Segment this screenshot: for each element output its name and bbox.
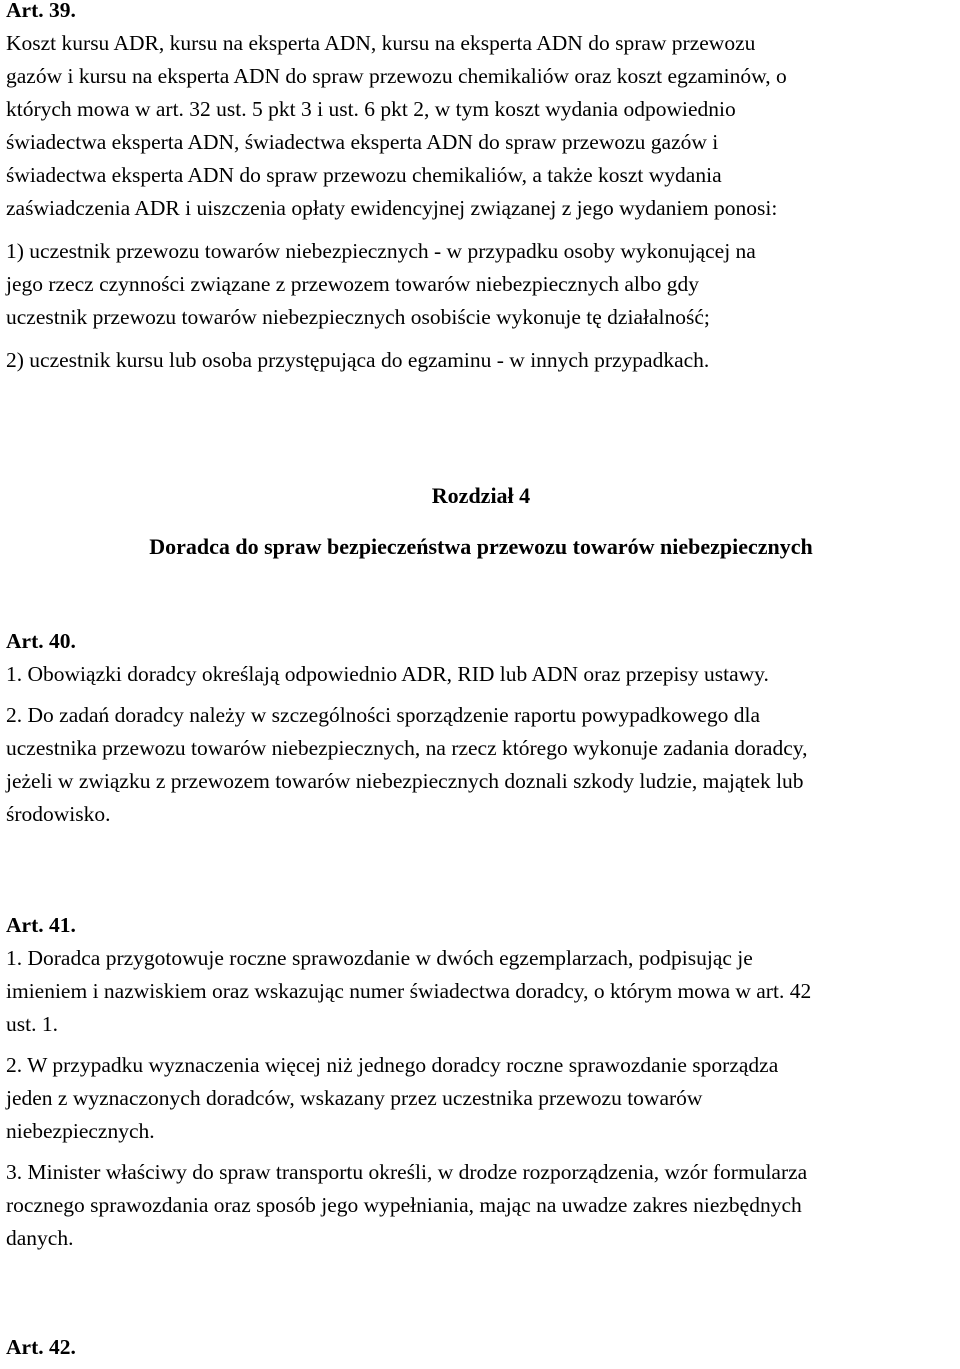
article-39-text — [6, 27, 956, 225]
text-line: jeżeli w związku z przewozem towarów niebezpiecznych doznali szkody ludzie, majątek lub — [6, 769, 804, 793]
article-40-para-1: 1. Obowiązki doradcy określają odpowiednio ADR, RID lub ADN oraz przepisy ustawy. — [6, 662, 769, 686]
article-40-heading: Art. 40. — [6, 629, 76, 653]
text-line: gazów i kursu na eksperta ADN do spraw przewozu chemikaliów oraz koszt egzaminów, o — [6, 64, 787, 88]
text-line: jego rzecz czynności związane z przewozem towarów niebezpiecznych albo gdy — [6, 272, 700, 296]
text-line: rocznego sprawozdania oraz sposób jego wypełniania, mając na uwadze zakres niezbędnych — [6, 1193, 802, 1217]
text-line: których mowa w art. 32 ust. 5 pkt 3 i ust. 6 pkt 2, w tym koszt wydania odpowiednio — [6, 97, 736, 121]
article-39-item-2: 2) uczestnik kursu lub osoba przystępująca do egzaminu - w innych przypadkach. — [6, 348, 710, 372]
article-41-para-3 — [6, 1156, 956, 1255]
text-line: 1. Doradca przygotowuje roczne sprawozdanie w dwóch egzemplarzach, podpisując je — [6, 946, 753, 970]
text-line: 2. Do zadań doradcy należy w szczególności sporządzenie raportu powypadkowego dla — [6, 703, 761, 727]
article-41-para-2 — [6, 1049, 956, 1148]
chapter-number: Rozdział 4 — [431, 483, 531, 508]
text-line: 2. W przypadku wyznaczenia więcej niż jednego doradcy roczne sprawozdanie sporządza — [6, 1053, 779, 1077]
text-line: 3. Minister właściwy do spraw transportu określi, w drodze rozporządzenia, wzór formularza — [6, 1160, 808, 1184]
article-41-para-1 — [6, 942, 956, 1041]
text-line: danych. — [6, 1226, 74, 1250]
text-line: ust. 1. — [6, 1012, 58, 1036]
text-line: uczestnik przewozu towarów niebezpiecznych osobiście wykonuje tę działalność; — [6, 305, 710, 329]
article-40-para-2 — [6, 699, 956, 831]
text-line: niebezpiecznych. — [6, 1119, 155, 1143]
article-42-heading: Art. 42. — [6, 1335, 76, 1359]
text-line: uczestnika przewozu towarów niebezpiecznych, na rzecz którego wykonuje zadania doradcy, — [6, 736, 808, 760]
text-line: Koszt kursu ADR, kursu na eksperta ADN, kursu na eksperta ADN do spraw przewozu — [6, 31, 756, 55]
chapter-title: Doradca do spraw bezpieczeństwa przewozu towarów niebezpiecznych — [149, 534, 813, 559]
text-line: jeden z wyznaczonych doradców, wskazany przez uczestnika przewozu towarów — [6, 1086, 703, 1110]
text-line: świadectwa eksperta ADN do spraw przewozu chemikaliów, a także koszt wydania — [6, 163, 722, 187]
text-line: imieniem i nazwiskiem oraz wskazując numer świadectwa doradcy, o którym mowa w art. 42 — [6, 979, 812, 1003]
text-line: 1) uczestnik przewozu towarów niebezpiecznych - w przypadku osoby wykonującej na — [6, 239, 756, 263]
text-line: zaświadczenia ADR i uiszczenia opłaty ewidencyjnej związanej z jego wydaniem ponosi: — [6, 196, 778, 220]
text-line: świadectwa eksperta ADN, świadectwa eksperta ADN do spraw przewozu gazów i — [6, 130, 719, 154]
document-page — [6, 0, 956, 1364]
article-39-item-1 — [6, 235, 956, 334]
article-39-heading: Art. 39. — [6, 0, 76, 22]
article-41-heading: Art. 41. — [6, 913, 76, 937]
text-line: środowisko. — [6, 802, 111, 826]
